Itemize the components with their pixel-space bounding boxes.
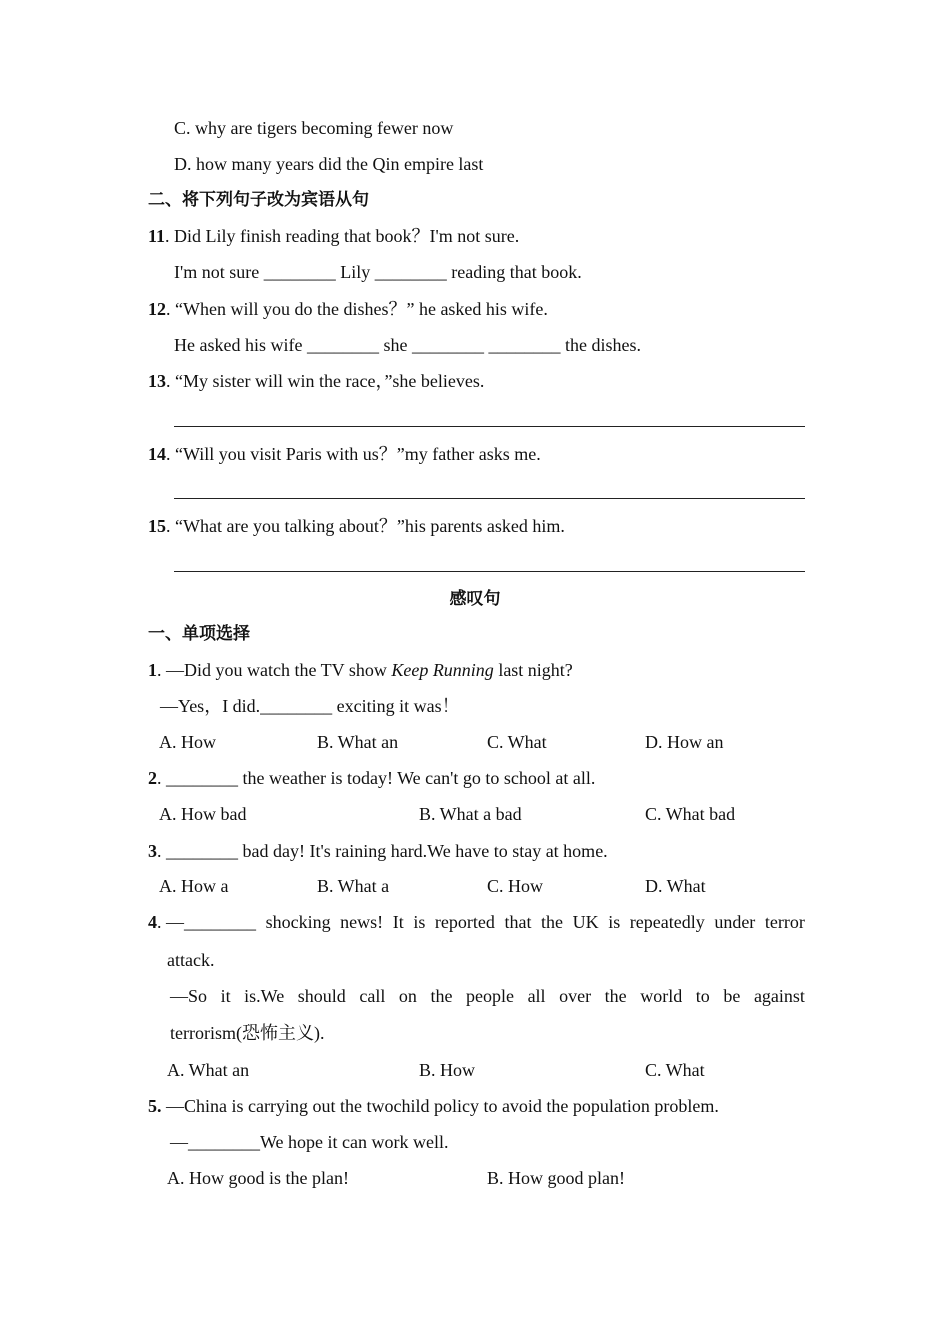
word: that — [504, 912, 532, 932]
question-15 — [148, 515, 565, 537]
show-title: Keep Running — [391, 660, 494, 680]
question-text: . —Did you watch the TV show — [157, 660, 392, 680]
word: call — [359, 986, 386, 1006]
word: against — [753, 986, 805, 1006]
question-number: 13 — [148, 371, 166, 391]
word: the — [541, 912, 564, 932]
question-number: 15 — [148, 516, 166, 536]
word: shocking — [265, 912, 331, 932]
section-title: 二、将下列句子改为宾语从句 — [148, 190, 369, 210]
reply-line-continued: terrorism(恐怖主义). — [170, 1023, 325, 1043]
question-text: —China is carrying out the twochild policy to avoid the population problem. — [161, 1096, 719, 1116]
question-5 — [148, 1095, 719, 1117]
question-3 — [148, 840, 608, 862]
question-12 — [148, 298, 548, 320]
reply-line — [170, 985, 805, 1007]
word: terror — [764, 912, 805, 932]
word: over — [559, 986, 592, 1006]
question-text: . ________ bad day! It's raining hard.We have to stay at home. — [157, 841, 608, 861]
question-number: 1 — [148, 660, 157, 680]
word: —So — [170, 986, 208, 1006]
word: under — [714, 912, 756, 932]
question-number: 14 — [148, 444, 166, 464]
option-b: B. What an — [317, 732, 399, 752]
option-c: C. What — [487, 732, 547, 752]
word: world — [640, 986, 683, 1006]
option-d: D. What — [645, 876, 706, 896]
question-text: . “What are you talking about？”his parents asked him. — [166, 516, 565, 536]
question-14 — [148, 443, 541, 465]
question-text: . Did Lily finish reading that book？I'm not sure. — [165, 226, 520, 246]
option-d: D. How an — [645, 732, 724, 752]
part-title: 感叹句 — [449, 589, 501, 609]
question-lead: 4. —________ — [148, 912, 256, 932]
word: to — [695, 986, 710, 1006]
word: is — [608, 912, 621, 932]
section-title: 一、单项选择 — [148, 624, 250, 644]
word: news! — [340, 912, 384, 932]
question-number: 2 — [148, 768, 157, 788]
question-number: 12 — [148, 299, 166, 319]
question-text: . “Will you visit Paris with us？”my father asks me. — [166, 444, 541, 464]
option-c: C. How — [487, 876, 544, 896]
question-number: 5. — [148, 1096, 162, 1116]
question-number: 3 — [148, 841, 157, 861]
option-a: A. How — [159, 732, 216, 752]
option-d: D. how many years did the Qin empire last — [174, 154, 484, 174]
option-b: B. How good plan! — [487, 1168, 625, 1188]
word: is.We — [244, 986, 285, 1006]
question-11 — [148, 225, 519, 247]
question-text: . “When will you do the dishes？” he asked his wife. — [166, 299, 548, 319]
fill-line-11: I'm not sure ________ Lily ________ reading that book. — [174, 262, 582, 282]
question-blank: —________ — [166, 912, 256, 932]
answer-line-15 — [174, 571, 805, 572]
question-1 — [148, 659, 573, 681]
question-4 — [148, 911, 805, 933]
question-13 — [148, 370, 484, 392]
word: on — [398, 986, 417, 1006]
question-number: 4 — [148, 912, 157, 932]
option-b: B. How — [419, 1060, 476, 1080]
word: be — [723, 986, 741, 1006]
question-text: . ________ the weather is today! We can't go to school at all. — [157, 768, 596, 788]
option-c: C. What — [645, 1060, 705, 1080]
question-2 — [148, 767, 595, 789]
answer-line-13 — [174, 426, 805, 427]
word: repeatedly — [629, 912, 705, 932]
question-4-continued: attack. — [167, 950, 215, 970]
option-a: A. How a — [159, 876, 229, 896]
word: all — [527, 986, 546, 1006]
option-a: A. How good is the plan! — [167, 1168, 349, 1188]
option-a: A. What an — [167, 1060, 250, 1080]
option-a: A. How bad — [159, 804, 247, 824]
word: it — [220, 986, 231, 1006]
word: people — [466, 986, 514, 1006]
word: is — [413, 912, 426, 932]
question-text: last night? — [493, 660, 573, 680]
word: should — [297, 986, 346, 1006]
word: It — [392, 912, 404, 932]
word: UK — [572, 912, 599, 932]
fill-line-12: He asked his wife ________ she ________ ________ the dishes. — [174, 335, 641, 355]
word: the — [430, 986, 453, 1006]
word: the — [604, 986, 627, 1006]
answer-line: —________We hope it can work well. — [170, 1132, 449, 1152]
option-c: C. What bad — [645, 804, 736, 824]
word: reported — [434, 912, 495, 932]
option-b: B. What a bad — [419, 804, 522, 824]
answer-line: —Yes，I did.________ exciting it was！ — [160, 696, 460, 716]
answer-line-14 — [174, 498, 805, 499]
question-text: . “My sister will win the race，”she believes. — [166, 371, 485, 391]
option-b: B. What a — [317, 876, 390, 896]
option-c: C. why are tigers becoming fewer now — [174, 118, 454, 138]
question-number: 11 — [148, 226, 166, 246]
